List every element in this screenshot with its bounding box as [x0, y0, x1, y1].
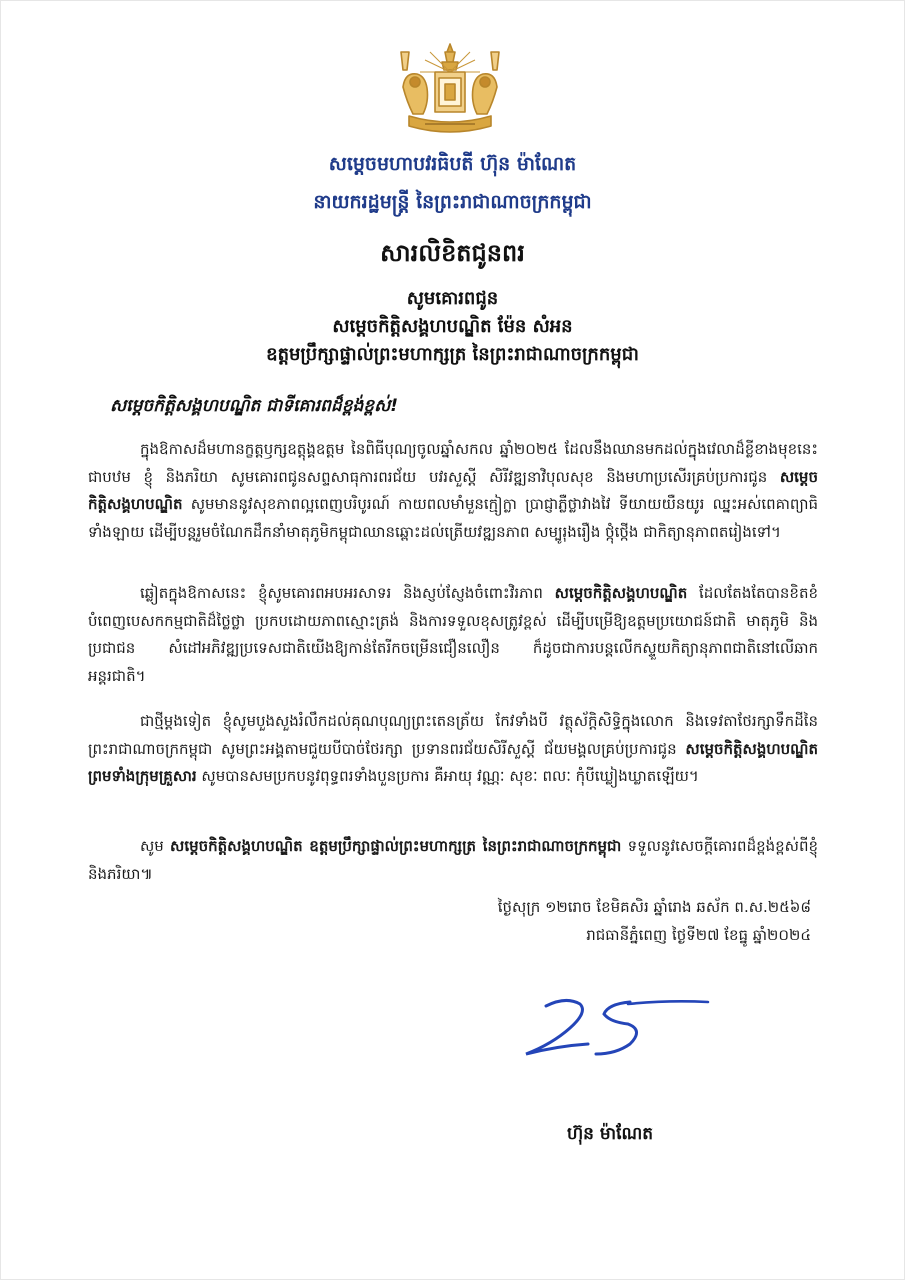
document-title: សារលិខិតជូនពរ — [380, 239, 525, 267]
paragraph-1-text: ក្នុងឱកាសដ៏មហានក្ខត្តឫក្សឧត្តុង្គឧត្តម នៃពិធីបុណ្យចូលឆ្នាំសកល ឆ្នាំ២០២៥ ដែលនឹងឈានមកដល់ក្នុងវេលាដ៏ខ្លីខាងមុខនេះ ជាបឋម ខ្ញុំ និងភរិយា សូមគោរពជូនសព្ទសាធុការពរជ័យ បវរសួស្តី សិរីវឌ្ឍនាវិបុលសុខ និងមហាប្រសើរគ្រប់ប្រការជូន — [88, 440, 818, 486]
lunar-date: ថ្ងៃសុក្រ ១២រោច ខែមិគសិរ ឆ្នាំរោង ឆស័ក ព.ស.២៥៦៨ — [497, 898, 811, 916]
sender-title: សម្តេចមហាបវរធិបតី ហ៊ុន ម៉ាណែត — [328, 153, 577, 175]
royal-arms-of-cambodia-icon — [395, 42, 505, 142]
sender-position: នាយករដ្ឋមន្ត្រី នៃព្រះរាជាណាចក្រកម្ពុជា — [313, 191, 592, 213]
paragraph-2 — [88, 580, 818, 690]
paragraph-1-tail: សូមមាននូវសុខភាពល្អពេញបរិបូរណ៍ កាយពលមាំមួនក្មៀក្លា ប្រាជ្ញាភ្លឺថ្លាវាងវៃ ទីយាយយឺនយូរ ឈ្នះអស់ពេគាព្យាធិទាំងឡាយ ដើម្បីបន្តរួមចំណែកដឹកនាំមាតុភូមិកម្ពុជាឈានឆ្ពោះដល់ត្រើយវឌ្ឍនភាព សម្បូរុងរឿង ថ្កុំថ្កើង ជាកិត្យានុភាពតរៀងទៅ។ — [88, 495, 818, 541]
recipient-title: ឧត្តមប្រឹក្សាផ្ទាល់ព្រះមហាក្សត្រ នៃព្រះរាជាណាចក្រកម្ពុជា — [266, 344, 639, 365]
paragraph-4 — [88, 833, 818, 888]
paragraph-2-tail: ដែលតែងតែបានខិតខំបំពេញបេសកកម្មជាតិដ៏ថ្លៃថ្លា ប្រកបដោយភាពស្មោះត្រង់ និងការទទួលខុសត្រូវខ្ពស់ ដើម្បីបម្រើឱ្យឧត្តមប្រយោជន៍ជាតិ មាតុភូមិ និងប្រជាជន សំដៅអភិវឌ្ឍប្រទេសជាតិយើងឱ្យកាន់តែរីកចម្រើនជឿនលឿន ក៏ដូចជាការបន្តលើកស្ទួយកិត្យានុភាពជាតិនៅលើឆាកអន្តរជាតិ។ — [88, 584, 818, 685]
paragraph-3-head: ជាថ្មីម្តងទៀត ខ្ញុំសូមបួងសួងរំលឹកដល់គុណបុណ្យព្រះតេនត្រ័យ កែវទាំងបី វត្ថុស័ក្តិសិទ្ធិក្នុងលោក និងទេវតាថែរក្សាទឹកដីនៃព្រះរាជាណាចក្រកម្ពុជា សូមព្រះអង្គតាមជួយបីបាច់ថែរក្សា ប្រទានពរជ័យសិរីសួស្តី ជ័យមង្គលគ្រប់ប្រការជូន — [88, 712, 818, 758]
paragraph-3-bold: សម្តេចកិត្តិសង្គហបណ្ឌិត ព្រមទាំងក្រុមគ្រួសារ — [88, 739, 818, 785]
solar-date: រាជធានីភ្នំពេញ ថ្ងៃទី២៧ ខែធ្នូ ឆ្នាំ២០២៤ — [586, 926, 811, 944]
paragraph-2-bold: សម្តេចកិត្តិសង្គហបណ្ឌិត — [554, 584, 688, 602]
paragraph-4-tail: ទទួលនូវសេចក្តីគោរពដ៏ខ្ពង់ខ្ពស់ពីខ្ញុំ និងភរិយា៕ — [88, 837, 818, 883]
handwritten-signature-icon — [518, 992, 718, 1062]
paragraph-1 — [88, 436, 818, 546]
signer-name: ហ៊ុន ម៉ាណែត — [566, 1124, 654, 1144]
paragraph-1-bold: សម្តេចកិត្តិសង្គហបណ្ឌិត — [88, 467, 818, 513]
paragraph-3-tail: សូមបានសមប្រកបនូវពុទ្ធពរទាំងបួនប្រការ គឺអាយុ វណ្ណៈ សុខៈ ពលៈ កុំបីឃ្លៀងឃ្លាតឡើយ។ — [201, 767, 699, 785]
paragraph-4-head: សូម — [140, 837, 164, 855]
paragraph-3 — [88, 708, 818, 791]
recipient-line-1: សូមគោរពជូន — [406, 288, 499, 309]
paragraph-4-bold: សម្តេចកិត្តិសង្គហបណ្ឌិត ឧត្តមប្រឹក្សាផ្ទាល់ព្រះមហាក្សត្រ នៃព្រះរាជាណាចក្រកម្ពុជា — [170, 837, 622, 855]
salutation: សម្តេចកិត្តិសង្គហបណ្ឌិត ជាទីគោរពដ៏ខ្ពង់ខ្ពស់! — [110, 396, 399, 416]
recipient-name: សម្តេចកិត្តិសង្គហបណ្ឌិត ម៉ែន សំអន — [332, 316, 573, 337]
paragraph-2-head: ឆ្លៀតក្នុងឱកាសនេះ ខ្ញុំសូមគោរពអបអរសាទរ និងស្ញប់ស្ញែងចំពោះវិរភាព — [140, 584, 543, 602]
